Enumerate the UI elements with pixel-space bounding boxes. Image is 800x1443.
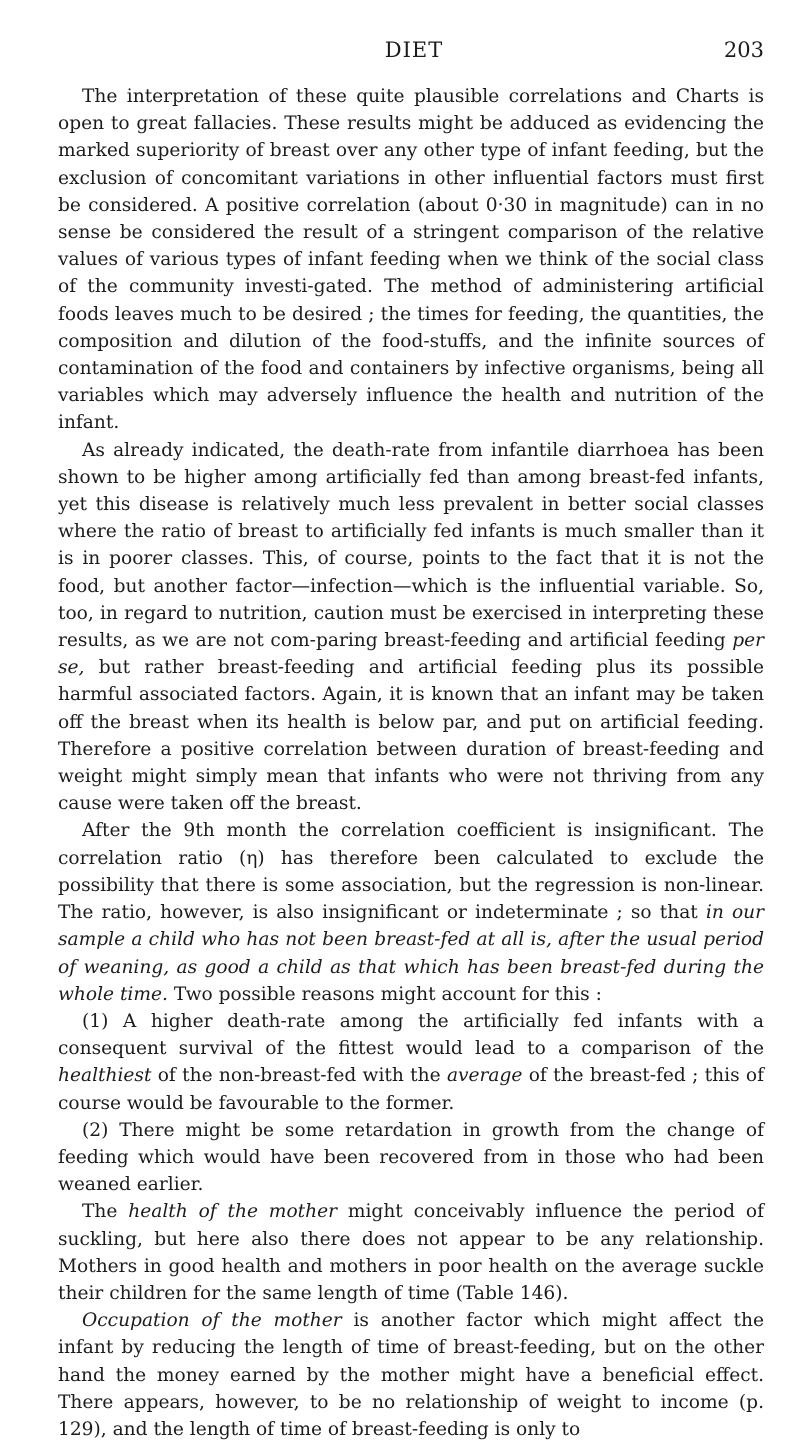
paragraph-diarrhoea: As already indicated, the death-rate from infantile diarrhoea has been shown to be higher among artificially fed than among breast-fed infants, yet this disease is relatively much less prevalent in better social classes where the ratio of breast to artificially fed infants is much smaller than it is in poorer classes. This, of course, points to the fact that it is not the food, but another factor—infection—which is the influential variable. So, too, in regard to nutrition, caution must be exercised in interpreting these results, as we are not com-paring breast-feeding and artificial feeding per se, but rather breast-feeding and artificial feeding plus its possible harmful associated factors. Again, it is known that an infant may be taken off the breast when its health is below par, and put on artificial feeding. Therefore a positive correlation between duration of breast-feeding and weight might simply mean that infants who were not thriving from any cause were taken off the breast. <box>58 439 764 815</box>
list-item-reason-1: (1) A higher death-rate among the artificially fed infants with a consequent survival of the fittest would lead to a comparison of the healthiest of the non-breast-fed with the average of the breast-fed ; this of course would be favourable to the former. <box>58 1010 764 1114</box>
italic-per-se: per se, <box>58 630 764 679</box>
paragraph-correlation-ratio: After the 9th month the correlation coefficient is insignificant. The correlation ratio (η) has therefore been calculated to exclude the possibility that there is some association, but the regression is non-linear. The ratio, however, is also insignificant or indeterminate ; so that in our sample a child who has not been breast-fed at all is, after the usual period of weaning, as good a child as that which has been breast-fed during the whole time. Two possible reasons might account for this : <box>58 820 764 1005</box>
paragraph-mother-health: The health of the mother might conceivably influence the period of suckling, but here also there does not appear to be any relationship. Mothers in good health and mothers in poor health on the average suckle their children for the same length of time (Table 146). <box>58 1201 765 1304</box>
body-text <box>58 83 764 1443</box>
italic-sample-statement: in our sample a child who has not been breast-fed at all is, after the usual period of weaning, as good a child as that which has been breast-fed during the whole time. <box>58 902 764 1005</box>
paragraph-mother-occupation: Occupation of the mother is another factor which might affect the infant by reducing the length of time of breast-feeding, but on the other hand the money earned by the mother might have a beneficial effect. There appears, however, to be no relationship of weight to income (p. 129), and the length of time of breast-feeding is only to <box>58 1310 765 1440</box>
running-head: DIET <box>384 38 444 62</box>
page-header <box>64 38 764 78</box>
paragraph-interpretation: The interpretation of these quite plausible correlations and Charts is open to great fallacies. These results might be adduced as evidencing the marked superiority of breast over any other type of infant feeding, but the exclusion of concomitant variations in other influential factors must first be considered. A positive correlation (about 0·30 in magnitude) can in no sense be considered the result of a stringent comparison of the relative values of various types of infant feeding when we think of the social class of the community investi-gated. The method of administering artificial foods leaves much to be desired ; the times for feeding, the quantities, the composition and dilution of the food-stuffs, and the infinite sources of contamination of the food and containers by infective organisms, being all variables which may adversely influence the health and nutrition of the infant. <box>58 86 764 434</box>
page-number: 203 <box>723 38 764 62</box>
list-item-reason-2: (2) There might be some retardation in growth from the change of feeding which would have been recovered from in those who had been weaned earlier. <box>58 1119 764 1196</box>
